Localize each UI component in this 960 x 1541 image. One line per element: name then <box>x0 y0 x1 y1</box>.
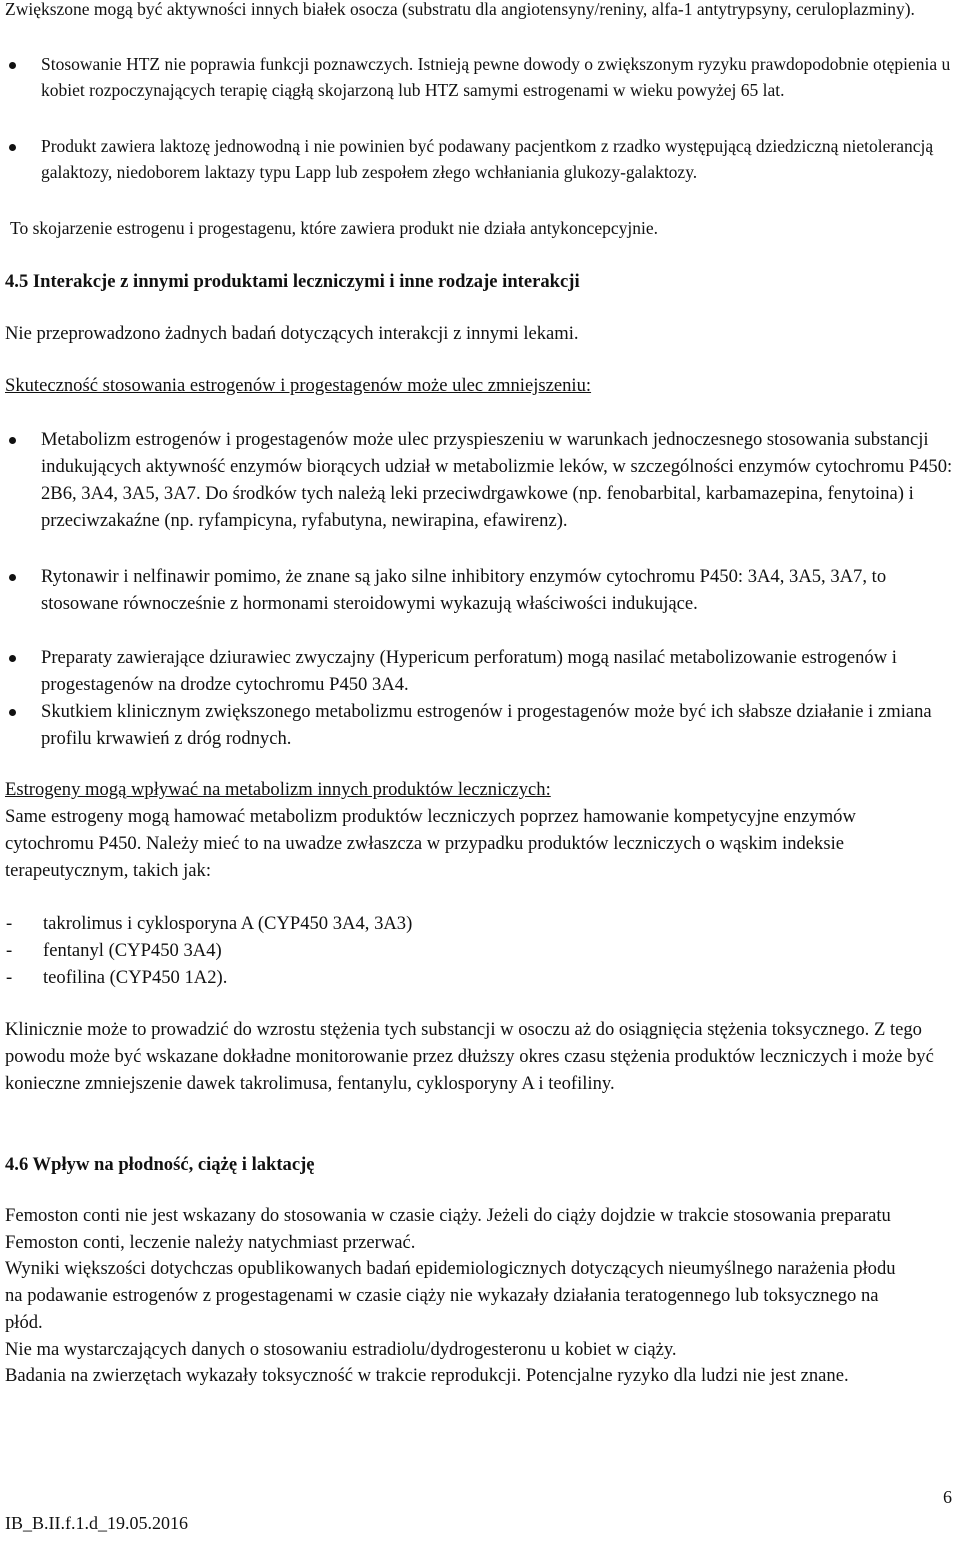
metabolism-text: Same estrogeny mogą hamować metabolizm produktów leczniczych poprzez hamowanie kompetycyjne enzymów cytochromu P450. Należy mieć to na uwadze zwłaszcza w przypadku produktów leczniczych o wąskim indeksie terapeutycznym, takich jak: <box>5 806 856 881</box>
pregnancy-paragraph-4: Badania na zwierzętach wykazały toksyczność w trakcie reprodukcji. Potencjalne ryzyko dla ludzi nie jest znane. <box>5 1365 849 1386</box>
section-4-5-heading: 4.5 Interakcje z innymi produktami leczniczymi i inne rodzaje interakcji <box>5 271 580 292</box>
pregnancy-paragraph-2: Wyniki większości dotychczas opublikowanych badań epidemiologicznych dotyczących nieumyślnego narażenia płodu na podawanie estrogenów z progestagenami w czasie ciąży nie wykazały działania teratogennego lub toksycznego na płód. <box>5 1258 896 1333</box>
section-4-6-heading: 4.6 Wpływ na płodność, ciążę i laktację <box>5 1154 315 1175</box>
clinical-text: Klinicznie może to prowadzić do wzrostu stężenia tych substancji w osoczu aż do osiągnięcia stężenia toksycznego. Z tego powodu może być wskazane dokładne monitorowanie przez dłuższy okres czasu stężenia produktów leczniczych i może być konieczne zmniejszenie dawek takrolimusa, fentanylu, cyklosporyny A i teofiliny. <box>5 1019 934 1094</box>
dash-marker: - <box>6 940 13 961</box>
list-item <box>0 937 900 964</box>
bullet-clinical-effect: Skutkiem klinicznym zwiększonego metabolizmu estrogenów i progestagenów może być ich słabsze działanie i zmiana profilu krwawień z dróg rodnych. <box>0 698 953 752</box>
drug-list <box>0 910 900 991</box>
list-item-text: teofilina (CYP450 1A2). <box>43 967 228 988</box>
list-item-text: fentanyl (CYP450 3A4) <box>43 940 222 961</box>
bullet-hypericum: Preparaty zawierające dziurawiec zwyczajny (Hypericum perforatum) mogą nasilać metabolizowanie estrogenów i progestagenów na drodze cytochromu P450 3A4. <box>0 644 953 698</box>
bullet-lactose: Produkt zawiera laktozę jednowodną i nie powinien być podawany pacjentkom z rzadko występującą dziedziczną nietolerancją galaktozy, niedoborem laktazy typu Lapp lub zespołem złego wchłaniania glukozy-galaktozy. <box>0 134 953 185</box>
list-item <box>0 910 900 937</box>
contraception-note: To skojarzenie estrogenu i progestagenu, które zawiera produkt nie działa antykoncepcyjnie. <box>10 218 658 238</box>
pregnancy-paragraph-3: Nie ma wystarczających danych o stosowaniu estradiolu/dydrogesteronu u kobiet w ciąży. <box>5 1339 677 1360</box>
footer-document-code: IB_B.II.f.1.d_19.05.2016 <box>5 1513 188 1533</box>
pregnancy-paragraph-1: Femoston conti nie jest wskazany do stosowania w czasie ciąży. Jeżeli do ciąży dojdzie w trakcie stosowania preparatu Femoston conti, leczenie należy natychmiast przerwać. <box>5 1205 891 1253</box>
efficacy-heading: Skuteczność stosowania estrogenów i progestagenów może ulec zmniejszeniu: <box>5 375 592 396</box>
bullet-ritonavir: Rytonawir i nelfinawir pomimo, że znane są jako silne inhibitory enzymów cytochromu P450: 3A4, 3A5, 3A7, to stosowane równocześnie z hormonami steroidowymi wykazują właściwości indukujące. <box>0 563 953 617</box>
page-number: 6 <box>943 1487 952 1507</box>
metabolism-heading: Estrogeny mogą wpływać na metabolizm innych produktów leczniczych: <box>5 779 551 800</box>
intro-continuation: Zwiększone mogą być aktywności innych białek osocza (substratu dla angiotensyny/reniny, alfa-1 antytrypsyny, ceruloplazminy). <box>5 0 915 19</box>
dash-marker: - <box>6 967 13 988</box>
bullet-enzyme-inducers: Metabolizm estrogenów i progestagenów może ulec przyspieszeniu w warunkach jednoczesnego stosowania substancji indukujących aktywność enzymów biorących udział w metabolizmie leków, w szczególności enzymów cytochromu P450: 2B6, 3A4, 3A5, 3A7. Do środków tych należą leki przeciwdrgawkowe (np. fenobarbital, karbamazepina, fenytoina) i przeciwzakaźne (np. ryfampicyna, ryfabutyna, newirapina, efawirenz). <box>0 426 953 534</box>
no-studies-text: Nie przeprowadzono żadnych badań dotyczących interakcji z innymi lekami. <box>5 323 579 344</box>
list-item-text: takrolimus i cyklosporyna A (CYP450 3A4, 3A3) <box>43 913 413 934</box>
bullet-htz-cognition: Stosowanie HTZ nie poprawia funkcji poznawczych. Istnieją pewne dowody o zwiększonym ryzyku prawdopodobnie otępienia u kobiet rozpoczynających terapię ciągłą skojarzoną lub HTZ samymi estrogenami w wieku powyżej 65 lat. <box>0 52 953 103</box>
dash-marker: - <box>6 913 13 934</box>
list-item <box>0 964 900 991</box>
